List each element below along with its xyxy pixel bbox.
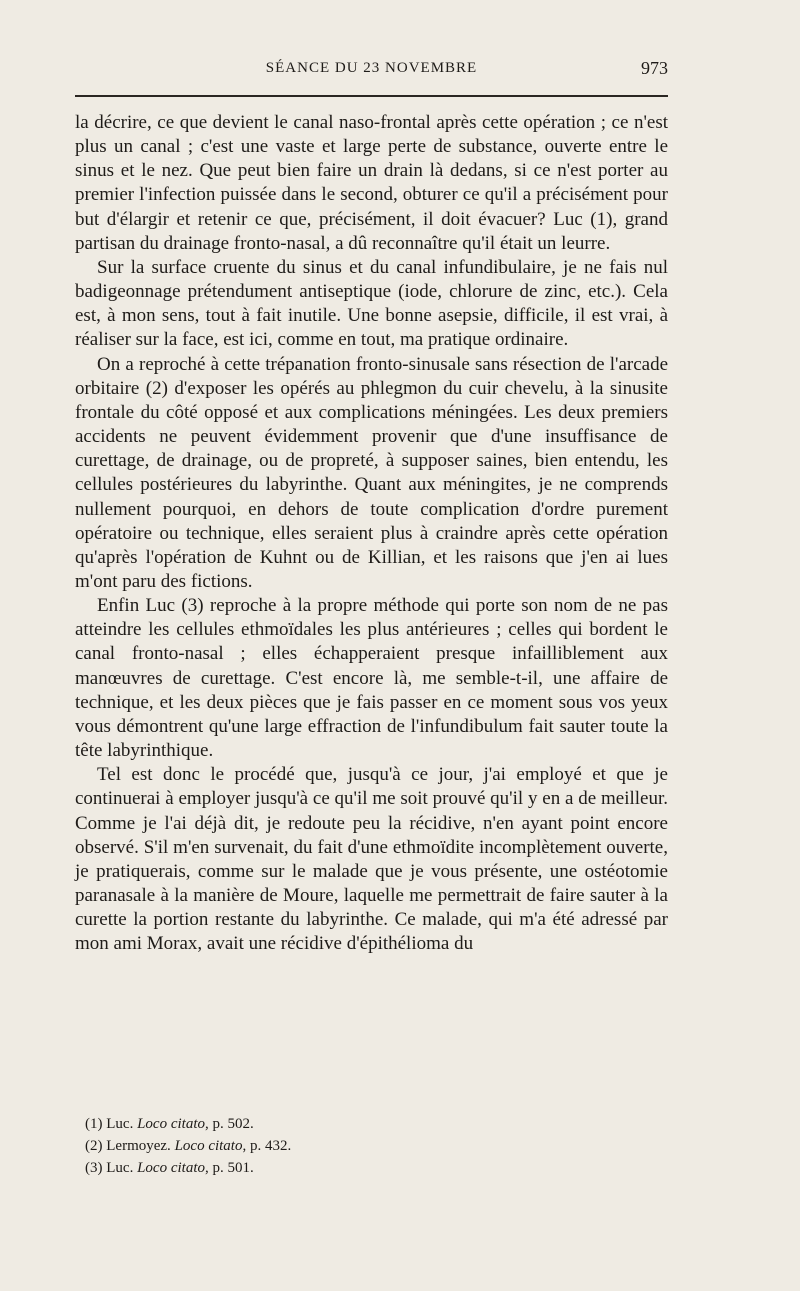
footnote-2 [85, 1135, 645, 1157]
running-title: SÉANCE DU 23 NOVEMBRE [265, 60, 478, 76]
footnote-author: Luc. [106, 1160, 134, 1176]
footnote-page: , p. 432. [242, 1138, 292, 1154]
footnote-page: , p. 502. [205, 1116, 254, 1132]
footnotes [85, 1113, 645, 1179]
footnote-author: Lermoyez. [106, 1138, 171, 1154]
header-rule [75, 95, 668, 97]
footnote-page: , p. 501. [205, 1160, 254, 1176]
footnote-number: (1) [85, 1116, 103, 1132]
footnote-1 [85, 1113, 645, 1135]
footnote-work: Loco citato [137, 1116, 205, 1132]
paragraph-3: On a reproché à cette trépanation fronto-sinusale sans résection de l'arcade orbitaire (2) d'exposer les opérés au phlegmon du cuir chevelu, à la sinusite frontale du côté opposé et aux complications méningées. Les deux premiers accidents ne peuvent évidemment provenir que d'une insuffisance de curettage, de drainage, ou de propreté, à supposer saines, bien entendu, les cellules postérieures du labyrinthe. Quant aux méningites, je ne comprends nullement pourquoi, en dehors de toute complication d'ordre purement opératoire ou technique, elles seraient plus à craindre après cette opération qu'après l'opération de Kuhnt ou de Killian, et les raisons que j'en ai lues m'ont paru des fictions. [75, 353, 668, 592]
footnote-work: Loco citato [137, 1160, 205, 1176]
paragraph-1: la décrire, ce que devient le canal naso-frontal après cette opération ; ce n'est plus un canal ; c'est une vaste et large perte de substance, ouverte entre le sinus et le nez. Que peut bien faire un drain là dedans, si ce n'est porter au premier l'infection puissée dans le second, obturer ce qu'il a précisément pour but d'élargir et retenir ce que, précisément, il doit évacuer? Luc (1), grand partisan du drainage fronto-nasal, a dû reconnaître qu'il était un leurre. [75, 112, 668, 254]
footnote-3 [85, 1157, 645, 1179]
footnote-number: (3) [85, 1160, 103, 1176]
footnote-author: Luc. [106, 1116, 134, 1132]
paragraph-4: Enfin Luc (3) reproche à la propre méthode qui porte son nom de ne pas atteindre les cellules ethmoïdales les plus antérieures ; celles qui bordent le canal fronto-nasal ; elles échapperaient presque infailliblement aux manœuvres de curettage. C'est encore là, me semble-t-il, une affaire de technique, et les deux pièces que je fais passer en ce moment sous vos yeux vous démontrent qu'une large effraction de l'infundibulum fait sauter toute la tête labyrinthique. [75, 595, 668, 762]
paragraph-2: Sur la surface cruente du sinus et du canal infundibulaire, je ne fais nul badigeonnage prétendument antiseptique (iode, chlorure de zinc, etc.). Cela est, à mon sens, tout à fait inutile. Une bonne asepsie, difficile, il est vrai, à réaliser sur la face, est ici, comme en tout, ma pratique ordinaire. [75, 256, 668, 351]
paragraph-5: Tel est donc le procédé que, jusqu'à ce jour, j'ai employé et que je continuerai à employer jusqu'à ce qu'il me soit prouvé qu'il y en a de meilleur. Comme je l'ai déjà dit, je redoute peu la récidive, n'en ayant point encore observé. S'il m'en survenait, du fait d'une ethmoïdite incomplètement ouverte, je pratiquerais, comme sur le malade que je vous présente, une ostéotomie paranasale à la manière de Moure, laquelle me permettrait de faire sauter à la curette la portion restante du labyrinthe. Ce malade, qui m'a été adressé par mon ami Morax, avait une récidive d'épithélioma du [75, 764, 668, 955]
footnote-number: (2) [85, 1138, 103, 1154]
body-text [75, 111, 668, 956]
page-number: 973 [641, 58, 668, 78]
footnote-work: Loco citato [174, 1138, 243, 1154]
running-header [75, 58, 668, 82]
